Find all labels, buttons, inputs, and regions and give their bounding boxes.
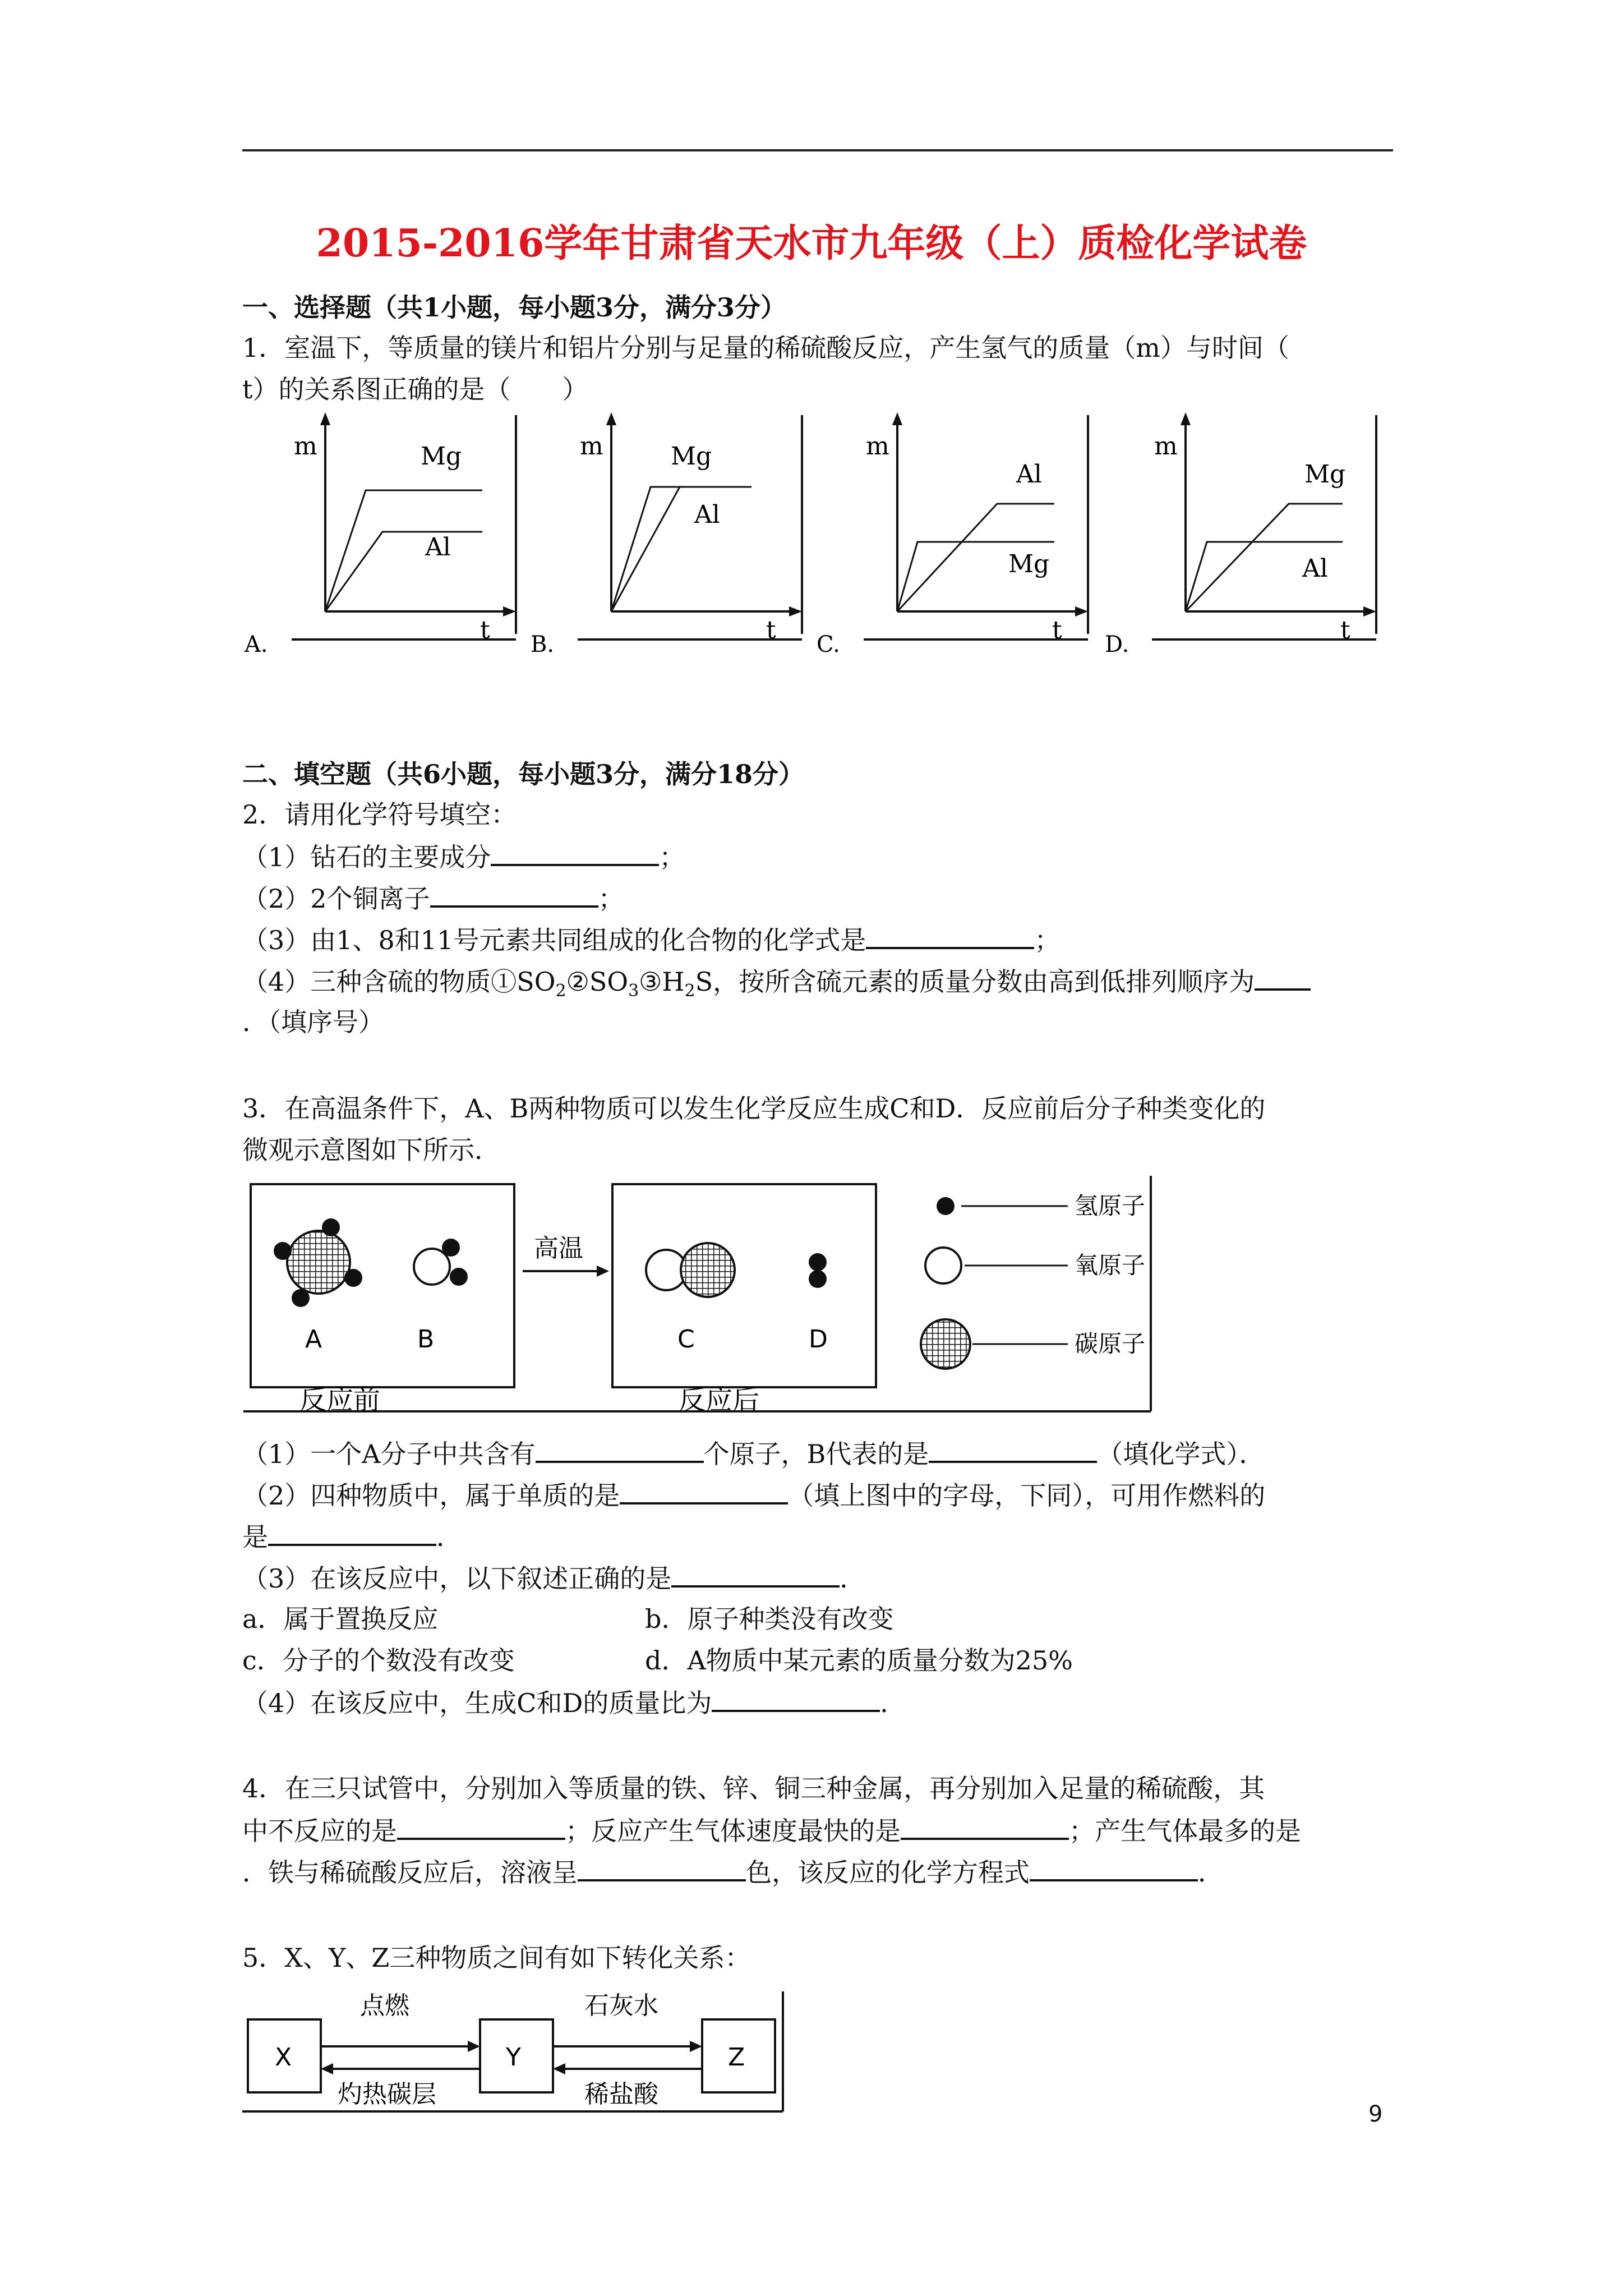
section2-heading: 二、填空题（共6小题，每小题3分，满分18分） [242, 759, 805, 789]
answer-blank[interactable] [578, 1855, 746, 1881]
q4-line1: 4．在三只试管中，分别加入等质量的铁、锌、铜三种金属，再分别加入足量的稀硫酸，其 [242, 1773, 1265, 1803]
answer-blank[interactable] [866, 922, 1034, 949]
q3-sub2-cont: 是 ． [242, 1519, 462, 1554]
q3-option-d: d．A物质中某元素的质量分数为25% [645, 1645, 1073, 1676]
q3-option-c: c．分子的个数没有改变 [242, 1645, 515, 1676]
q1-graph-c [808, 404, 1110, 662]
after-label: 反应后 [679, 1384, 760, 1416]
legend-hydrogen-label: 氢原子 [1075, 1192, 1146, 1220]
q3-sub1: （1）一个A分子中共含有 个原子，B代表的是 （填化学式）． [242, 1436, 1265, 1471]
legend-carbon-icon [921, 1319, 970, 1369]
x-label: t [1052, 616, 1062, 645]
q3-stem-line1: 3．在高温条件下，A、B两种物质可以发生化学反应生成C和D．反应前后分子种类变化的 [242, 1093, 1266, 1124]
label-xy-bottom: 灼热碳层 [338, 2080, 436, 2109]
hydrogen-atom [274, 1242, 292, 1260]
label-xy-top: 点燃 [360, 1991, 409, 2020]
q5-stem: 5．X、Y、Z三种物质之间有如下转化关系： [242, 1943, 751, 1973]
q4-line2: 中不反应的是 ；反应产生气体速度最快的是 ；产生气体最多的是 [242, 1813, 1301, 1848]
series-top-label: Mg [421, 442, 462, 471]
series-top-label: Mg [1304, 460, 1346, 489]
x-label: t [1340, 616, 1350, 645]
legend-oxygen-label: 氧原子 [1075, 1251, 1146, 1279]
series-bottom-label: Al [694, 500, 720, 529]
q2-part3: （3）由1、8和11号元素共同组成的化合物的化学式是 ； [242, 922, 1060, 957]
hydrogen-atom [322, 1218, 340, 1236]
answer-blank[interactable] [430, 881, 598, 908]
q5-conversion-diagram [242, 1986, 792, 2120]
answer-blank[interactable] [712, 1685, 880, 1712]
hydrogen-atom [442, 1239, 460, 1257]
before-label: 反应前 [299, 1384, 381, 1416]
answer-blank[interactable] [1030, 1855, 1198, 1881]
option-label: D. [1105, 632, 1129, 657]
option-label: A. [245, 632, 268, 657]
q3-sub3: （3）在该反应中，以下叙述正确的是 ． [242, 1561, 865, 1595]
label-c: C [677, 1325, 695, 1354]
series-bottom-label: Mg [1008, 550, 1050, 578]
answer-blank[interactable] [491, 839, 659, 866]
hydrogen-atom [809, 1270, 827, 1288]
carbon-atom [287, 1231, 350, 1294]
oxygen-atom [414, 1249, 450, 1285]
label-d: D [809, 1325, 828, 1354]
hydrogen-atom [450, 1268, 468, 1286]
carbon-atom [681, 1243, 735, 1297]
label-x: X [275, 2043, 292, 2072]
q1-stem-line1: 1．室温下，等质量的镁片和铝片分别与足量的稀硫酸反应，产生氢气的质量（m）与时间（ [242, 333, 1289, 363]
answer-blank[interactable] [397, 1813, 565, 1840]
section1-heading: 一、选择题（共1小题，每小题3分，满分3分） [242, 292, 787, 323]
legend-carbon-label: 碳原子 [1075, 1330, 1146, 1358]
answer-blank[interactable] [671, 1561, 840, 1588]
y-label: m [1154, 432, 1178, 461]
hydrogen-atom [809, 1253, 827, 1271]
q1-graph-a [236, 404, 538, 662]
page-number: 9 [1368, 2101, 1383, 2127]
header-rule [242, 149, 1393, 151]
before-box [251, 1184, 514, 1387]
y-label: m [294, 432, 317, 461]
answer-blank[interactable] [929, 1436, 1097, 1463]
answer-blank[interactable] [268, 1519, 436, 1546]
label-z: Z [728, 2043, 745, 2072]
label-yz-bottom: 稀盐酸 [584, 2080, 658, 2109]
y-label: m [866, 432, 889, 461]
series-bottom-label: Al [425, 533, 451, 562]
condition-label: 高温 [534, 1234, 583, 1263]
page-title: 2015-2016学年甘肃省天水市九年级（上）质检化学试卷 [316, 221, 1307, 266]
answer-blank[interactable] [536, 1436, 704, 1463]
legend-oxygen-icon [925, 1248, 961, 1283]
option-label: B. [531, 632, 555, 657]
series-top-label: Al [1016, 460, 1042, 489]
q2-part4: （4）三种含硫的物质$①SO_2②SO_3③H_2S$，按所含硫元素的质量分数由高到低排列顺序为 [242, 964, 1311, 1008]
q2-stem: 2．请用化学符号填空： [242, 799, 517, 830]
q3-sub2: （2）四种物质中，属于单质的是 （填上图中的字母，下同），可用作燃料的 [242, 1478, 1265, 1512]
q1-graph-d [1096, 404, 1399, 662]
q2-part1: （1）钻石的主要成分 ； [242, 839, 685, 874]
q3-stem-line2: 微观示意图如下所示． [242, 1135, 500, 1165]
q1-graph-b [522, 404, 824, 662]
q1-stem-line2: t）的关系图正确的是（ ） [242, 374, 588, 404]
answer-blank[interactable] [620, 1478, 788, 1504]
q3-option-b: b．原子种类没有改变 [645, 1604, 894, 1634]
q3-option-a: a．属于置换反应 [242, 1604, 439, 1634]
label-yz-top: 石灰水 [584, 1991, 658, 2020]
q2-part2: （2）2个铜离子 ； [242, 881, 624, 915]
series-bottom-label: Al [1302, 554, 1328, 583]
answer-blank[interactable] [1255, 964, 1311, 991]
hydrogen-atom [344, 1269, 362, 1287]
series-top-label: Mg [671, 442, 712, 471]
x-label: t [480, 616, 490, 645]
q3-sub4: （4）在该反应中，生成C和D的质量比为 ． [242, 1685, 906, 1720]
q4-line3: ．铁与稀硫酸反应后，溶液呈 色，该反应的化学方程式 ． [242, 1855, 1224, 1889]
q3-reaction-diagram [242, 1176, 1162, 1428]
answer-blank[interactable] [901, 1813, 1069, 1840]
q2-part4-end: ．（填序号） [242, 1007, 384, 1037]
label-a: A [305, 1325, 322, 1354]
hydrogen-atom [292, 1289, 310, 1307]
legend-hydrogen-icon [937, 1197, 955, 1215]
y-label: m [580, 432, 603, 461]
label-y: Y [506, 2043, 521, 2072]
x-label: t [766, 616, 776, 645]
label-b: B [417, 1325, 435, 1354]
option-label: C. [817, 632, 840, 657]
